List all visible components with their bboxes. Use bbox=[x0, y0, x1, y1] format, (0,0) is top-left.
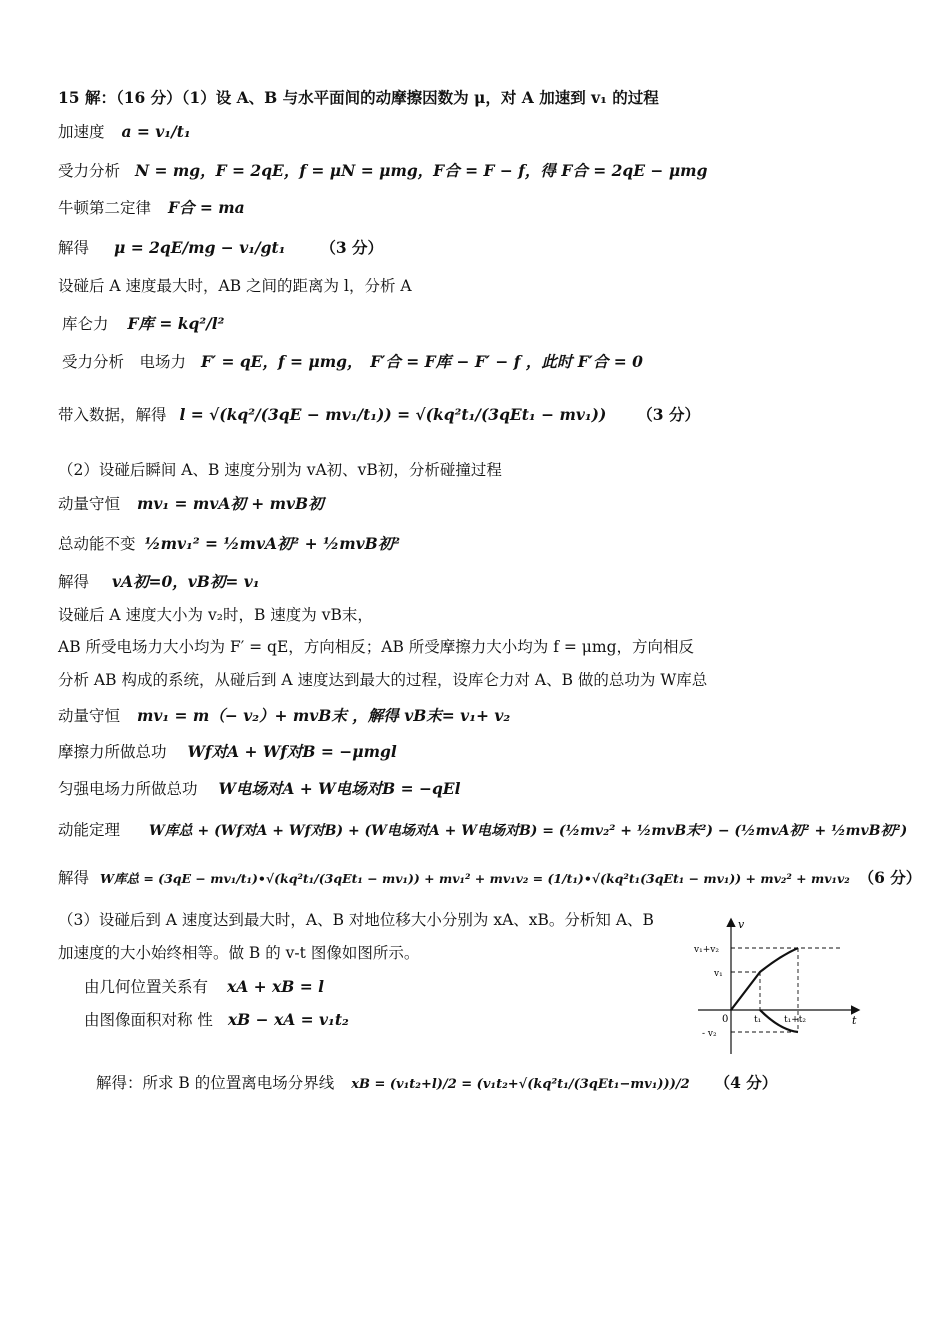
score-6: （6 分） bbox=[858, 868, 922, 887]
neg-v2-label: - v₂ bbox=[702, 1029, 717, 1039]
kinetic-energy-label: 总动能不变 bbox=[58, 535, 136, 553]
coulomb-formula: F库 = kq²/l² bbox=[127, 314, 225, 333]
forces-on-ab-text: AB 所受电场力大小均为 F′ = qE，方向相反；AB 所受摩擦力大小均为 f = μmg，方向相反 bbox=[58, 638, 695, 656]
system-analysis-text: 分析 AB 构成的系统，从碰后到 A 速度达到最大的过程，设库仑力对 A、B 做的总功为 W库总 bbox=[58, 671, 708, 689]
friction-work-formula: Wf对A + Wf对B = −μmgl bbox=[187, 742, 397, 761]
friction-coefficient-line bbox=[58, 238, 383, 258]
newton-formula: F合 = ma bbox=[167, 198, 245, 217]
header-text: 15 解：（16 分）（1）设 A、B 与水平面间的动摩擦因数为 μ，对 A 加速到 v₁ 的过程 bbox=[58, 88, 659, 107]
area-symmetry-line bbox=[84, 1010, 349, 1030]
work-energy-theorem-line bbox=[58, 820, 907, 841]
momentum-2-label: 动量守恒 bbox=[58, 707, 121, 725]
part3-header bbox=[58, 910, 654, 930]
b-velocity-curve bbox=[731, 948, 798, 1010]
area-symmetry-formula: xB − xA = v₁t₂ bbox=[227, 1010, 349, 1029]
kinetic-energy-formula: ½mv₁² = ½mvA初² + ½mvB初² bbox=[144, 534, 401, 553]
coulomb-work-solution-line bbox=[58, 868, 921, 889]
kinetic-energy-line bbox=[58, 534, 400, 554]
max-speed-setup-line bbox=[58, 276, 412, 296]
v-axis-label: v bbox=[738, 918, 745, 931]
mu-formula: μ = 2qE/mg − v₁/gt₁ bbox=[113, 238, 286, 257]
t1-label: t₁ bbox=[754, 1015, 762, 1025]
coulomb-label: 库仑力 bbox=[62, 315, 109, 333]
force-analysis-label: 受力分析 bbox=[58, 162, 121, 180]
field-work-formula: W电场对A + W电场对B = −qEl bbox=[218, 779, 461, 798]
forces-on-ab-line bbox=[58, 637, 694, 657]
work-energy-formula: W库总 + (Wf对A + Wf对B) + (W电场对A + W电场对B) = (½mv₂² + ½mvB末²) − (½mvA初² + ½mvB初²) bbox=[148, 823, 908, 839]
post-collision-speed-line bbox=[58, 605, 373, 625]
coulomb-force-line bbox=[62, 314, 224, 334]
newton-second-law-line bbox=[58, 198, 245, 218]
score-3a: （3 分） bbox=[320, 238, 384, 257]
final-answer-line bbox=[96, 1073, 777, 1095]
final-answer-formula: xB = (v₁t₂+l)/2 = (v₁t₂+√(kq²t₁/(3qEt₁−mv₁)))/2 bbox=[351, 1077, 690, 1092]
distance-label: 带入数据，解得 bbox=[58, 406, 167, 424]
collision-result-formula: vA初=0，vB初= v₁ bbox=[111, 572, 260, 591]
field-work-line bbox=[58, 779, 460, 799]
area-symmetry-label: 由图像面积对称 性 bbox=[84, 1011, 213, 1029]
origin-label: 0 bbox=[722, 1014, 729, 1025]
geometry-formula: xA + xB = l bbox=[226, 977, 325, 996]
force-balance-line bbox=[62, 352, 643, 372]
force-analysis-line bbox=[58, 161, 707, 181]
force-balance-formula: F′ = qE，f = μmg， F′合 = F库 − F′ − f ，此时 F′合 = 0 bbox=[200, 352, 643, 371]
momentum-conservation-line bbox=[58, 494, 324, 514]
max-speed-setup-text: 设碰后 A 速度最大时，AB 之间的距离为 l，分析 A bbox=[58, 277, 412, 295]
force-balance-label: 受力分析 电场力 bbox=[62, 353, 187, 371]
distance-solution-line bbox=[58, 405, 700, 425]
field-work-label: 匀强电场力所做总功 bbox=[58, 780, 198, 798]
score-3b: （3 分） bbox=[637, 405, 700, 424]
part2-header bbox=[58, 460, 502, 480]
acceleration-formula: a = v₁/t₁ bbox=[121, 122, 191, 141]
momentum-label: 动量守恒 bbox=[58, 495, 121, 513]
t-axis-label: t bbox=[852, 1014, 857, 1027]
part2-text: （2）设碰后瞬间 A、B 速度分别为 vA初、vB初，分析碰撞过程 bbox=[58, 461, 502, 479]
acceleration-equal-line bbox=[58, 943, 419, 963]
part3-text: （3）设碰后到 A 速度达到最大时，A、B 对地位移大小分别为 xA、xB。分析知 A、B bbox=[58, 911, 654, 929]
work-energy-label: 动能定理 bbox=[58, 821, 121, 839]
collision-result-line bbox=[58, 572, 260, 592]
post-collision-text: 设碰后 A 速度大小为 v₂时，B 速度为 vB末， bbox=[58, 606, 373, 624]
momentum-conservation-2-line bbox=[58, 706, 510, 726]
friction-work-line bbox=[58, 742, 397, 762]
v1v2-label: v₁+v₂ bbox=[694, 945, 719, 955]
solve-label: 解得 bbox=[58, 239, 90, 257]
system-analysis-line bbox=[58, 670, 707, 690]
momentum-formula: mv₁ = mvA初 + mvB初 bbox=[136, 494, 324, 513]
collision-result-label: 解得 bbox=[58, 573, 90, 591]
coulomb-work-label: 解得 bbox=[58, 869, 90, 887]
friction-work-label: 摩擦力所做总功 bbox=[58, 743, 167, 761]
newton-label: 牛顿第二定律 bbox=[58, 199, 152, 217]
distance-formula: l = √(kq²/(3qE − mv₁/t₁)) = √(kq²t₁/(3qEt₁ − mv₁)) bbox=[179, 405, 607, 424]
momentum-2-formula: mv₁ = m（− v₂）+ mvB末 ，解得 vB末= v₁+ v₂ bbox=[136, 706, 511, 725]
acceleration-equal-text: 加速度的大小始终相等。做 B 的 v-t 图像如图所示。 bbox=[58, 944, 420, 962]
vt-graph bbox=[690, 912, 870, 1062]
v1-label: v₁ bbox=[714, 969, 723, 979]
geometry-label: 由几何位置关系有 bbox=[84, 978, 209, 996]
coulomb-work-formula: W库总 = (3qE − mv₁/t₁)•√(kq²t₁/(3qEt₁ − mv₁)) + mv₁² + mv₁v₂ = (1/t₁)•√(kq²t₁(3qEt₁ − mv₁)) + mv₂² + mv₁v₂ bbox=[99, 871, 850, 886]
geometry-relation-line bbox=[84, 977, 324, 997]
force-analysis-formula: N = mg，F = 2qE，f = μN = μmg，F合 = F − f，得 F合 = 2qE − μmg bbox=[134, 161, 708, 180]
acceleration-label: 加速度 bbox=[58, 123, 105, 141]
problem-header bbox=[58, 88, 659, 108]
acceleration-line bbox=[58, 122, 191, 142]
final-answer-label: 解得：所求 B 的位置离电场分界线 bbox=[96, 1074, 335, 1092]
score-4: （4 分） bbox=[714, 1073, 778, 1092]
t1t2-label: t₁+t₂ bbox=[784, 1015, 806, 1025]
